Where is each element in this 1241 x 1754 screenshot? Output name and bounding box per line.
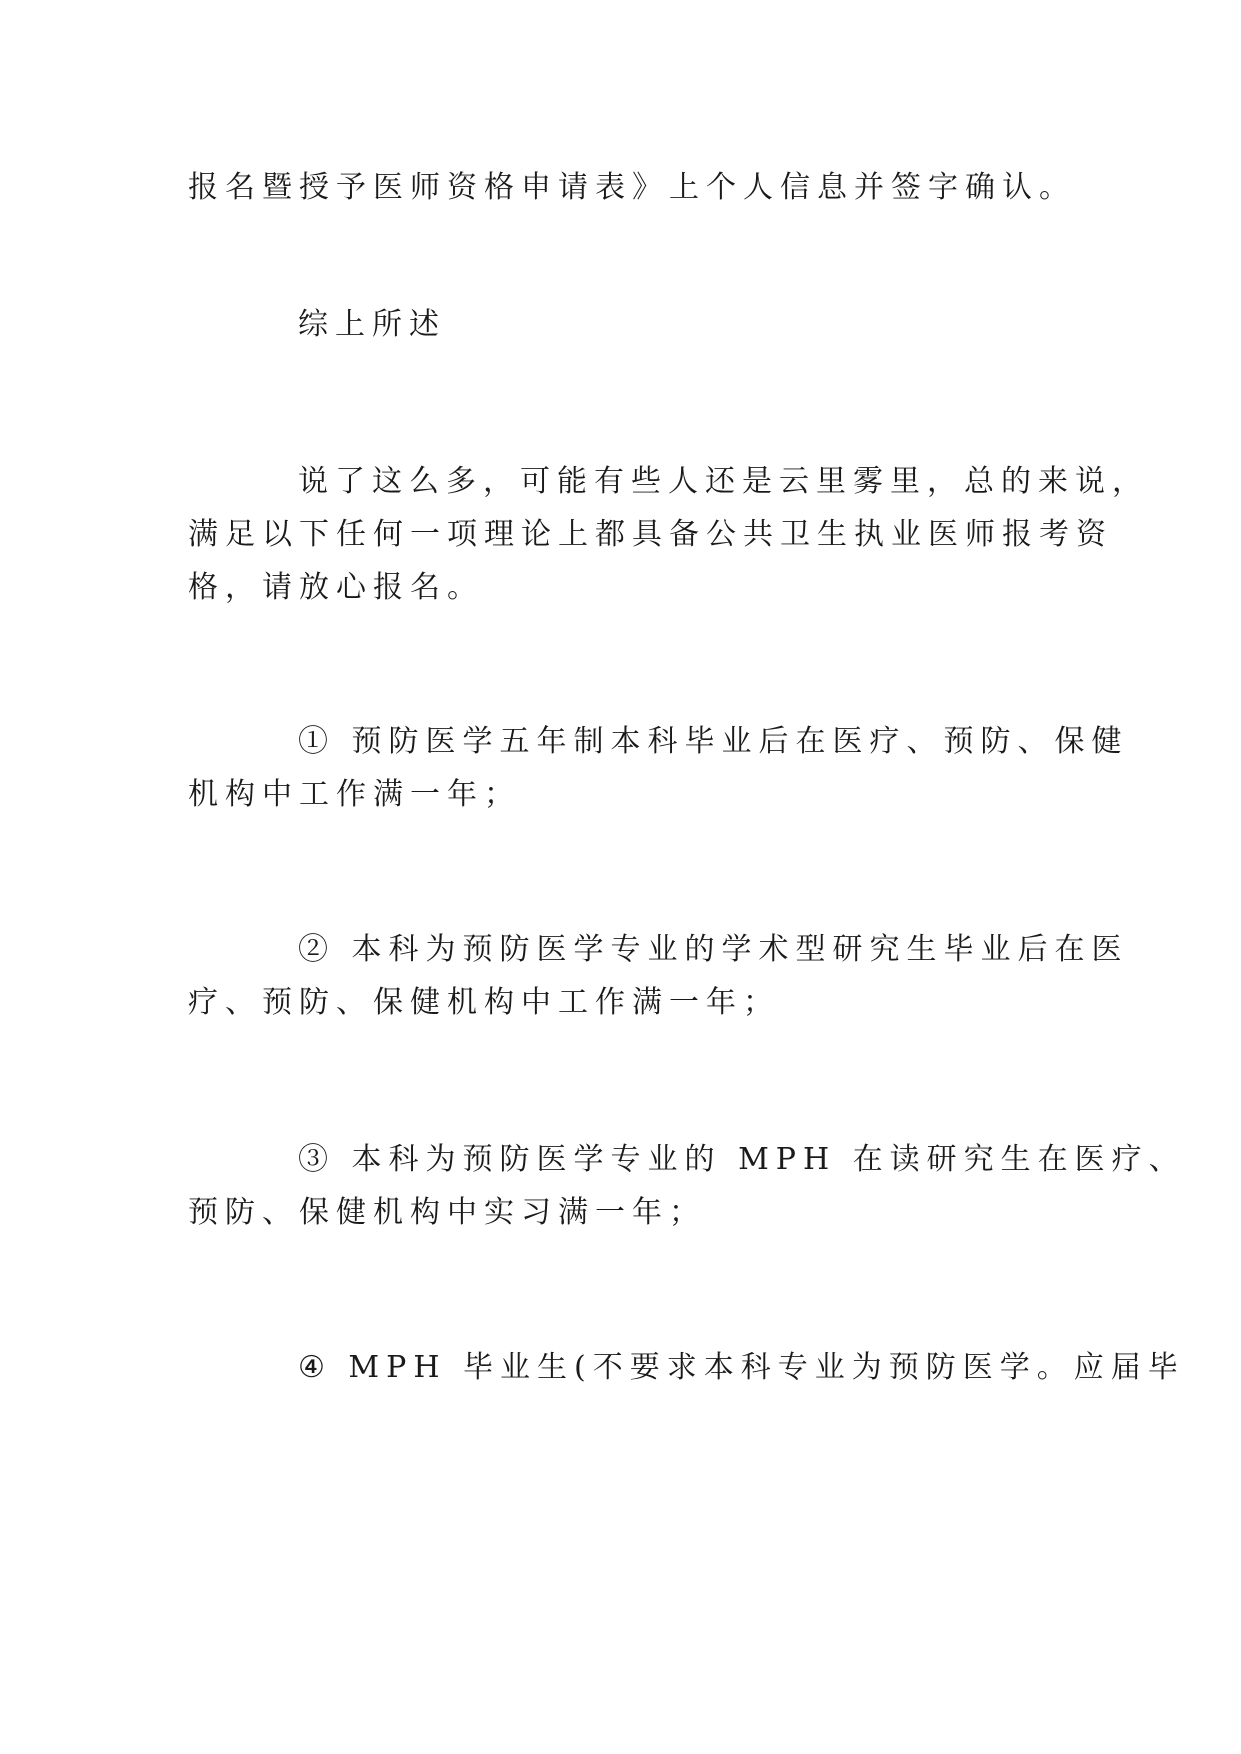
list-item-line: ② 本科为预防医学专业的学术型研究生毕业后在医 (298, 932, 1129, 967)
list-item-line: ③ 本科为预防医学专业的 MPH 在读研究生在医疗、 (298, 1142, 1186, 1177)
paragraph-line: 满足以下任何一项理论上都具备公共卫生执业医师报考资 (188, 517, 1113, 552)
list-item-line: 预防、保健机构中实习满一年； (188, 1195, 706, 1230)
section-heading: 综上所述 (298, 307, 446, 342)
list-item-line: 机构中工作满一年； (188, 777, 521, 812)
list-item-line: ① 预防医学五年制本科毕业后在医疗、预防、保健 (298, 724, 1129, 759)
paragraph-line: 说了这么多，可能有些人还是云里雾里，总的来说， (298, 464, 1149, 499)
list-item-line: 疗、预防、保健机构中工作满一年； (188, 985, 780, 1020)
list-item-line: ④ MPH 毕业生(不要求本科专业为预防医学。应届毕 (298, 1350, 1185, 1385)
paragraph-line: 格，请放心报名。 (188, 570, 484, 605)
paragraph-line: 报名暨授予医师资格申请表》上个人信息并签字确认。 (188, 170, 1076, 205)
